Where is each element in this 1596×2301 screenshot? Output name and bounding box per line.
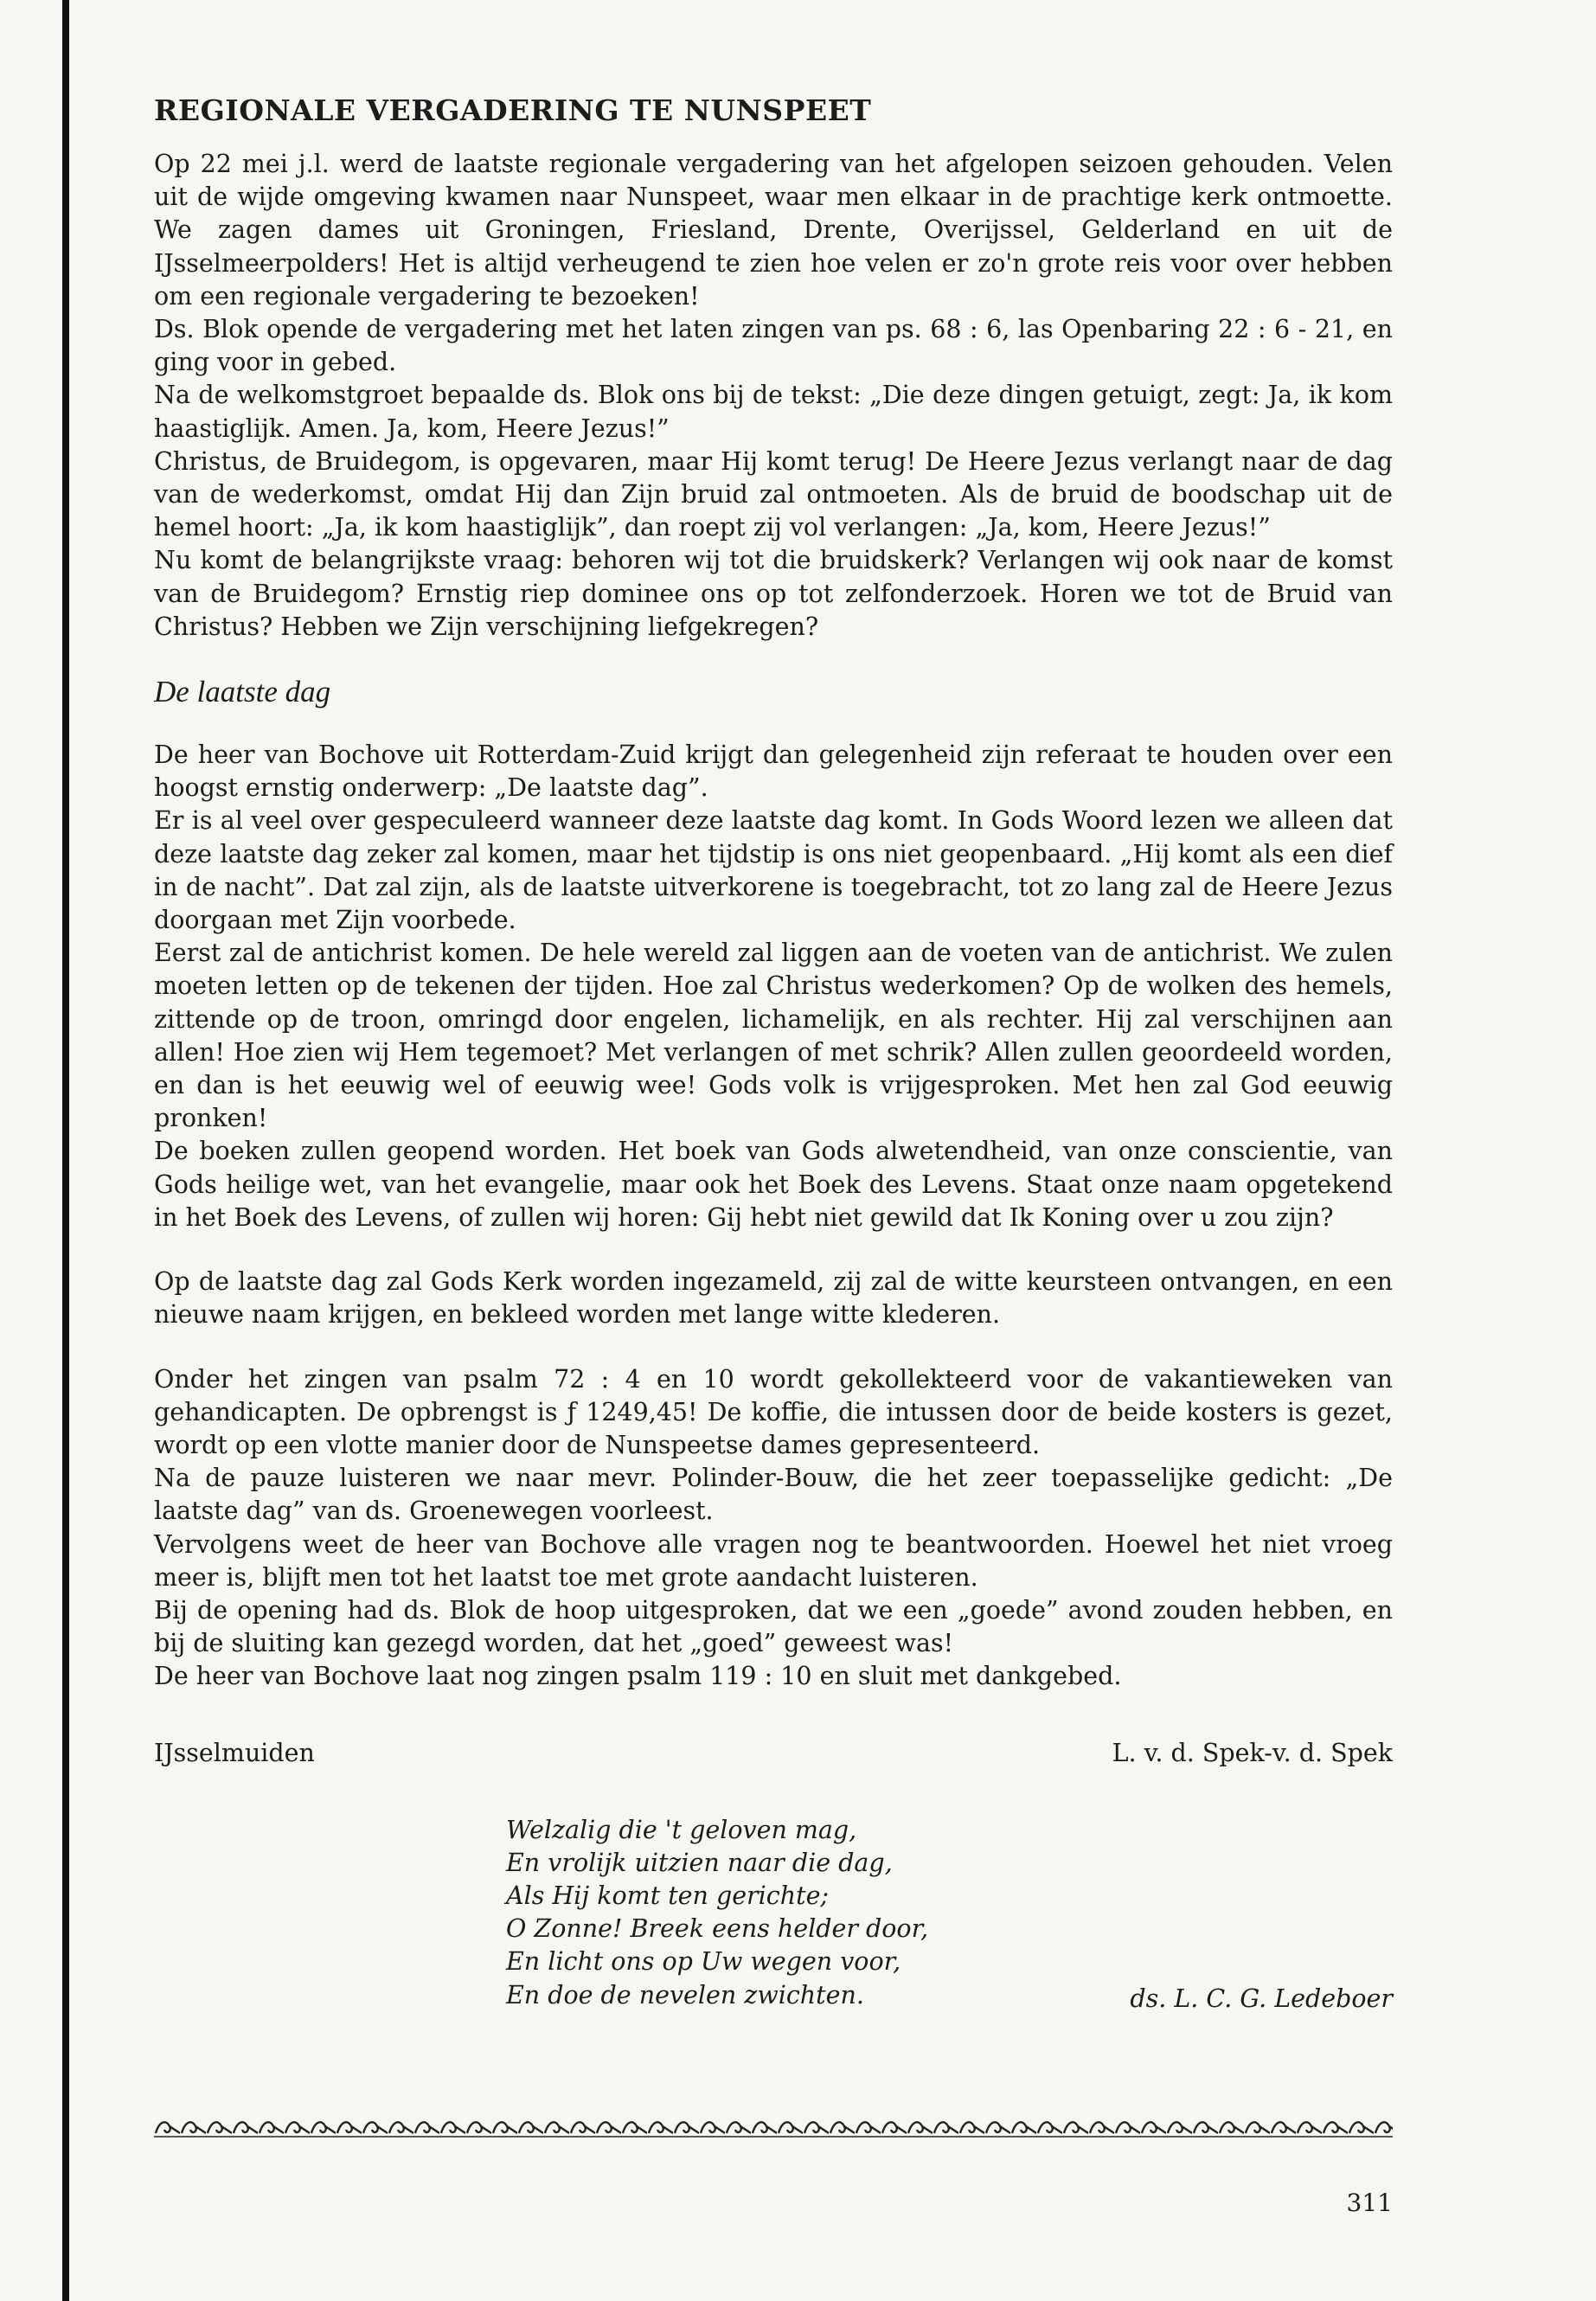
section-paragraph: Er is al veel over gespeculeerd wanneer deze laatste dag komt. In Gods Woord lezen we alleen dat deze laatste dag zeker zal komen, maar het tijdstip is ons niet geopenbaard. „Hij komt als een dief in de nacht”. Dat zal zijn, als de laatste uitverkorene is toegebracht, tot zo lang zal de Heere Jezus doorgaan met Zijn voorbede. xyxy=(154,806,1393,935)
intro-paragraph: Nu komt de belangrijkste vraag: behoren wij tot die bruidskerk? Verlangen wij ook naar de komst van de Bruidegom? Ernstig riep dominee ons op tot zelfonderzoek. Horen we tot de Bruid van Christus? Hebben we Zijn verschijning liefgekregen? xyxy=(154,546,1393,641)
closing-paragraph: Onder het zingen van psalm 72 : 4 en 10 wordt gekollekteerd voor de vakantieweken van gehandicapten. De opbrengst is ƒ 1249,45! De koffie, die intussen door de beide kosters is gezet, wordt op een vlotte manier door de Nunspeetse dames gepresenteerd. xyxy=(154,1364,1393,1459)
poem xyxy=(506,1814,928,2012)
article-title: REGIONALE VERGADERING TE NUNSPEET xyxy=(154,93,872,127)
poem-line: En vrolijk uitzien naar die dag, xyxy=(506,1848,893,1877)
page-left-border xyxy=(62,0,69,2301)
poem-line: Als Hij komt ten gerichte; xyxy=(506,1881,830,1910)
signature-row xyxy=(154,1739,1393,1767)
intro-paragraph: Op 22 mei j.l. werd de laatste regionale vergadering van het afgelopen seizoen gehouden. Velen uit de wijde omgeving kwamen naar Nunspeet, waar men elkaar in de prachtige kerk ontmoette. We zagen dames uit Groningen, Friesland, Drente, Overijssel, Gelderland en uit de IJsselmeerpolders! Het is altijd verheugend te zien hoe velen er zo'n grote reis voor over hebben om een regionale vergadering te bezoeken! xyxy=(154,150,1393,311)
article-author: L. v. d. Spek-v. d. Spek xyxy=(1112,1738,1393,1767)
closing-paragraph: Vervolgens weet de heer van Bochove alle vragen nog te beantwoorden. Hoewel het niet vroeg meer is, blijft men tot het laatst toe met grote aandacht luisteren. xyxy=(154,1529,1393,1592)
closing-paragraph: De heer van Bochove laat nog zingen psalm 119 : 10 en sluit met dankgebed. xyxy=(154,1662,1122,1691)
section-paragraph: De heer van Bochove uit Rotterdam-Zuid krijgt dan gelegenheid zijn referaat te houden over een hoogst ernstig onderwerp: „De laatste dag”. xyxy=(154,740,1393,803)
poem-line: En licht ons op Uw wegen voor, xyxy=(506,1947,901,1977)
intro-paragraph: Ds. Blok opende de vergadering met het laten zingen van ps. 68 : 6, las Openbaring 22 : 6 - 21, en ging voor in gebed. xyxy=(154,315,1393,377)
page-content xyxy=(154,93,1393,2039)
poem-line: Welzalig die 't geloven mag, xyxy=(506,1815,857,1844)
section-paragraph: De boeken zullen geopend worden. Het boek van Gods alwetendheid, van onze conscientie, van Gods heilige wet, van het evangelie, maar ook het Boek des Levens. Staat onze naam opgetekend in het Boek des Levens, of zullen wij horen: Gij hebt niet gewild dat Ik Koning over u zou zijn? xyxy=(154,1137,1393,1232)
poem-block xyxy=(154,1814,1393,2039)
intro-paragraph: Christus, de Bruidegom, is opgevaren, maar Hij komt terug! De Heere Jezus verlangt naar de dag van de wederkomst, omdat Hij dan Zijn bruid zal ontmoeten. Als de bruid de boodschap uit de hemel hoort: „Ja, ik kom haastiglijk”, dan roept zij vol verlangen: „Ja, kom, Heere Jezus!” xyxy=(154,446,1393,542)
intro-paragraph: Na de welkomstgroet bepaalde ds. Blok ons bij de tekst: „Die deze dingen getuigt, zegt: Ja, ik kom haastiglijk. Amen. Ja, kom, Heere Jezus!” xyxy=(154,381,1393,443)
decorative-border xyxy=(154,2116,1393,2140)
section-paragraph: Eerst zal de antichrist komen. De hele wereld zal liggen aan de voeten van de antichrist. We zulen moeten letten op de tekenen der tijden. Hoe zal Christus wederkomen? Op de wolken des hemels, zittende op de troon, omringd door engelen, lichamelijk, en als rechter. Hij zal verschijnen aan allen! Hoe zien wij Hem tegemoet? Met verlangen of met schrik? Allen zullen geoordeeld worden, en dan is het eeuwig wel of eeuwig wee! Gods volk is vrijgesproken. Met hen zal God eeuwig pronken! xyxy=(154,939,1393,1133)
poem-line: En doe de nevelen zwichten. xyxy=(506,1980,864,2009)
kerk-paragraph: Op de laatste dag zal Gods Kerk worden ingezameld, zij zal de witte keursteen ontvangen, en een nieuwe naam krijgen, en bekleed worden met lange witte klederen. xyxy=(154,1267,1393,1330)
page-number: 311 xyxy=(1346,2189,1393,2217)
closing-paragraph: Na de pauze luisteren we naar mevr. Polinder-Bouw, die het zeer toepasselijke gedicht: „De laatste dag” van ds. Groenewegen voorleest. xyxy=(154,1464,1393,1526)
section-heading: De laatste dag xyxy=(154,675,331,709)
place-name: IJsselmuiden xyxy=(154,1738,315,1767)
closing-paragraph: Bij de opening had ds. Blok de hoop uitgesproken, dat we een „goede” avond zouden hebben, en bij de sluiting kan gezegd worden, dat het „goed” geweest was! xyxy=(154,1595,1393,1658)
poem-author: ds. L. C. G. Ledeboer xyxy=(1130,1984,1393,2013)
wave-ornament-icon xyxy=(154,2116,1393,2140)
poem-line: O Zonne! Breek eens helder door, xyxy=(506,1914,929,1944)
